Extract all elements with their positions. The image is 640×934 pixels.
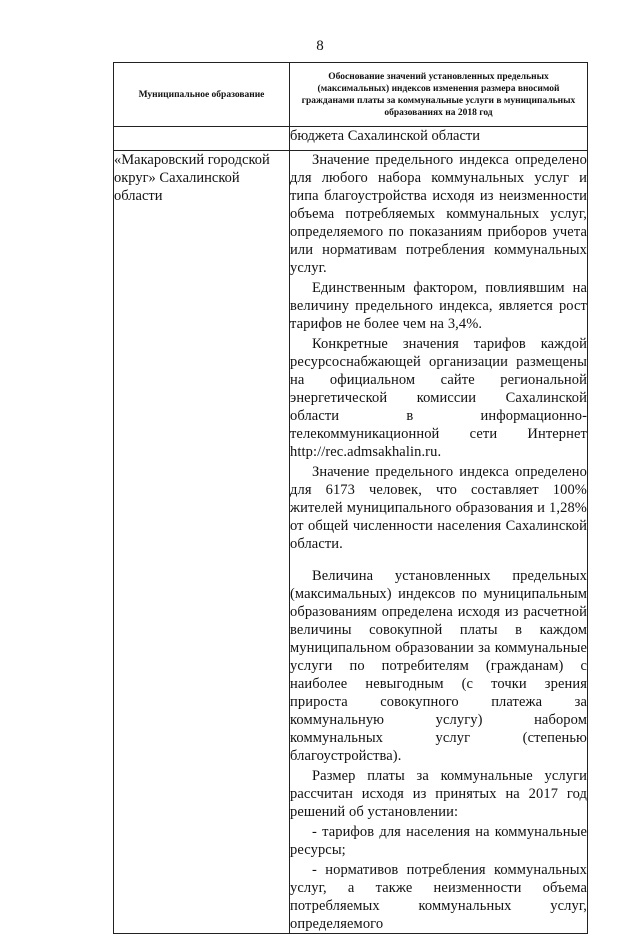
table-row [114, 151, 588, 934]
header-justification: Обоснование значений установленных предельных (максимальных) индексов изменения размера вносимой гражданами платы за коммунальные услуги в муниципальных образованиях на 2018 год [290, 63, 588, 127]
table-header-row [114, 63, 588, 127]
paragraph: - тарифов для населения на коммунальные ресурсы; [290, 824, 587, 858]
header-municipality: Муниципальное образование [114, 63, 290, 127]
continuation-text: бюджета Сахалинской области [290, 127, 588, 151]
justification-table [113, 62, 588, 934]
paragraph: Единственным фактором, повлиявшим на величину предельного индекса, является рост тарифов не более чем на 3,4%. [290, 280, 587, 332]
continuation-empty-cell [114, 127, 290, 151]
paragraph: Размер платы за коммунальные услуги рассчитан исходя из принятых на 2017 год решений об установлении: [290, 768, 587, 820]
paragraph: Конкретные значения тарифов каждой ресурсоснабжающей организации размещены на официальном сайте региональной энергетической комиссии Сахалинской области в информационно-телекоммуникационной сети Интернет http://rec.admsakhalin.ru. [290, 336, 587, 460]
paragraph: Значение предельного индекса определено для любого набора коммунальных услуг и типа благоустройства исходя из неизменности объема потребляемых коммунальных услуг, определяемого по показаниям приборов учета или нормативам потребления коммунальных услуг. [290, 152, 587, 276]
justification-text [290, 151, 588, 934]
municipality-name: «Макаровский городской округ» Сахалинской области [114, 151, 290, 934]
paragraph: - нормативов потребления коммунальных услуг, а также неизменности объема потребляемых коммунальных услуг, определяемого [290, 862, 587, 932]
continuation-row [114, 127, 588, 151]
paragraph-gap [290, 555, 587, 567]
paragraph: Величина установленных предельных (максимальных) индексов по муниципальным образованиям определена исходя из расчетной величины совокупной платы в каждом муниципальном образовании за коммунальные услуги по потребителям (гражданам) с наиболее невыгодным (с точки зрения прироста совокупного платежа за коммунальную услугу) набором коммунальных услуг (степенью благоустройства). [290, 568, 587, 764]
paragraph: Значение предельного индекса определено для 6173 человек, что составляет 100% жителей муниципального образования и 1,28% от общей численности населения Сахалинской области. [290, 464, 587, 552]
page-number: 8 [316, 38, 324, 54]
